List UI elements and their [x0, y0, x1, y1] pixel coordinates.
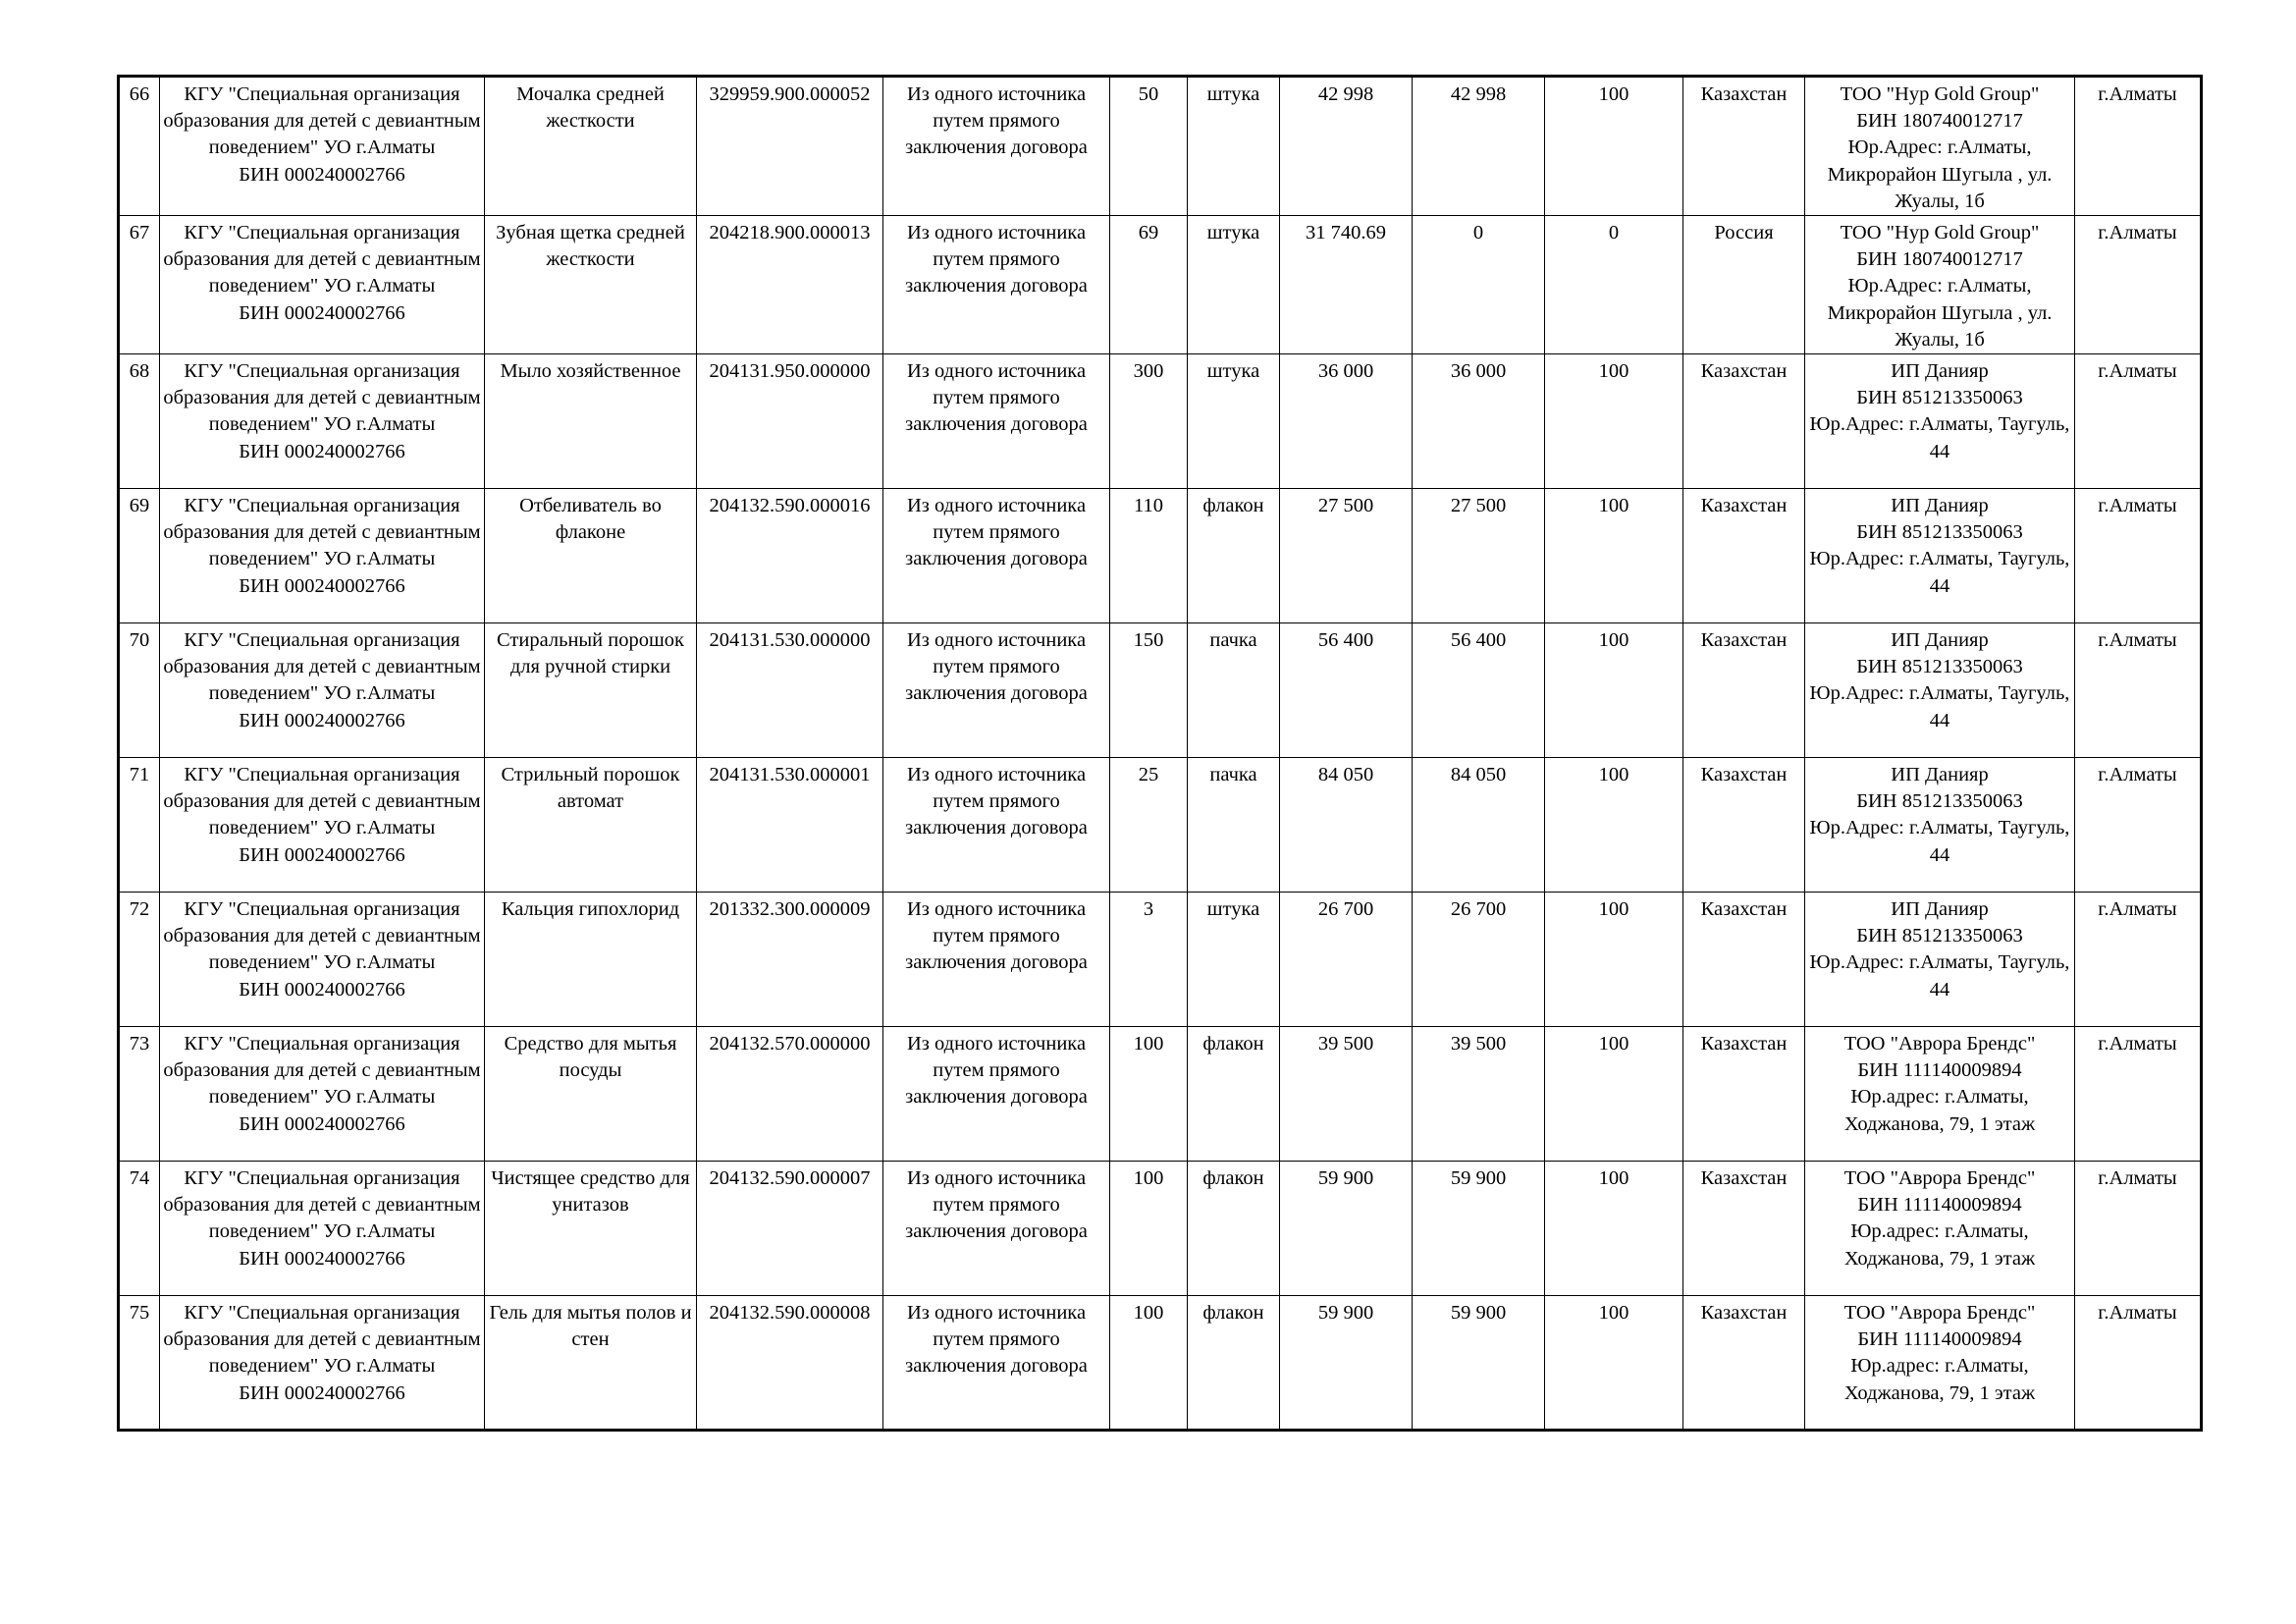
item-code-cell: 204131.530.000000 [697, 623, 883, 758]
table-body [119, 77, 2202, 1431]
row-number: 73 [119, 1027, 160, 1162]
table-row [119, 893, 2202, 1027]
customer-cell: КГУ "Специальная организация образования для детей с девиантным поведением" УО г.Алматы БИН 000240002766 [160, 216, 485, 354]
row-number: 75 [119, 1296, 160, 1431]
supplier-cell: ИП Данияр БИН 851213350063 Юр.Адрес: г.Алматы, Таугуль, 44 [1805, 489, 2075, 623]
unit-cell: штука [1188, 216, 1280, 354]
unit-cell: флакон [1188, 489, 1280, 623]
quantity-cell: 69 [1110, 216, 1188, 354]
item-code-cell: 204132.590.000008 [697, 1296, 883, 1431]
unit-cell: пачка [1188, 758, 1280, 893]
item-code-cell: 201332.300.000009 [697, 893, 883, 1027]
row-number: 71 [119, 758, 160, 893]
table-row [119, 1296, 2202, 1431]
customer-cell: КГУ "Специальная организация образования для детей с девиантным поведением" УО г.Алматы БИН 000240002766 [160, 1162, 485, 1296]
planned-amount-cell: 27 500 [1280, 489, 1413, 623]
delivery-place-cell: г.Алматы [2075, 758, 2202, 893]
delivery-place-cell: г.Алматы [2075, 1162, 2202, 1296]
quantity-cell: 100 [1110, 1162, 1188, 1296]
quantity-cell: 110 [1110, 489, 1188, 623]
table-row [119, 758, 2202, 893]
item-name-cell: Зубная щетка средней жесткости [485, 216, 697, 354]
item-name-cell: Мочалка средней жесткости [485, 77, 697, 216]
procurement-method-cell: Из одного источника путем прямого заключения договора [883, 354, 1110, 489]
unit-cell: штука [1188, 893, 1280, 1027]
quantity-cell: 25 [1110, 758, 1188, 893]
procurement-method-cell: Из одного источника путем прямого заключения договора [883, 1162, 1110, 1296]
quantity-cell: 300 [1110, 354, 1188, 489]
row-number: 66 [119, 77, 160, 216]
row-number: 72 [119, 893, 160, 1027]
supplier-cell: ТОО "Аврора Брендс" БИН 111140009894 Юр.адрес: г.Алматы, Ходжанова, 79, 1 этаж [1805, 1162, 2075, 1296]
country-cell: Казахстан [1683, 77, 1805, 216]
item-code-cell: 204131.530.000001 [697, 758, 883, 893]
customer-cell: КГУ "Специальная организация образования для детей с девиантным поведением" УО г.Алматы БИН 000240002766 [160, 489, 485, 623]
table-row [119, 623, 2202, 758]
local-content-cell: 100 [1545, 77, 1683, 216]
delivery-place-cell: г.Алматы [2075, 77, 2202, 216]
quantity-cell: 100 [1110, 1027, 1188, 1162]
contract-amount-cell: 56 400 [1413, 623, 1545, 758]
delivery-place-cell: г.Алматы [2075, 489, 2202, 623]
unit-cell: флакон [1188, 1162, 1280, 1296]
item-code-cell: 204131.950.000000 [697, 354, 883, 489]
contract-amount-cell: 27 500 [1413, 489, 1545, 623]
delivery-place-cell: г.Алматы [2075, 354, 2202, 489]
local-content-cell: 100 [1545, 354, 1683, 489]
supplier-cell: ИП Данияр БИН 851213350063 Юр.Адрес: г.Алматы, Таугуль, 44 [1805, 893, 2075, 1027]
table-row [119, 216, 2202, 354]
unit-cell: флакон [1188, 1027, 1280, 1162]
quantity-cell: 150 [1110, 623, 1188, 758]
local-content-cell: 100 [1545, 1162, 1683, 1296]
country-cell: Казахстан [1683, 1162, 1805, 1296]
contract-amount-cell: 39 500 [1413, 1027, 1545, 1162]
contract-amount-cell: 26 700 [1413, 893, 1545, 1027]
contract-amount-cell: 36 000 [1413, 354, 1545, 489]
delivery-place-cell: г.Алматы [2075, 216, 2202, 354]
procurement-method-cell: Из одного источника путем прямого заключения договора [883, 216, 1110, 354]
supplier-cell: ТОО "Нур Gold Group" БИН 180740012717 Юр.Адрес: г.Алматы, Микрорайон Шугыла , ул. Жуалы, 1б [1805, 216, 2075, 354]
customer-cell: КГУ "Специальная организация образования для детей с девиантным поведением" УО г.Алматы БИН 000240002766 [160, 354, 485, 489]
supplier-cell: ТОО "Нур Gold Group" БИН 180740012717 Юр.Адрес: г.Алматы, Микрорайон Шугыла , ул. Жуалы, 1б [1805, 77, 2075, 216]
row-number: 68 [119, 354, 160, 489]
supplier-cell: ИП Данияр БИН 851213350063 Юр.Адрес: г.Алматы, Таугуль, 44 [1805, 354, 2075, 489]
row-number: 70 [119, 623, 160, 758]
unit-cell: штука [1188, 77, 1280, 216]
unit-cell: флакон [1188, 1296, 1280, 1431]
supplier-cell: ТОО "Аврора Брендс" БИН 111140009894 Юр.адрес: г.Алматы, Ходжанова, 79, 1 этаж [1805, 1027, 2075, 1162]
country-cell: Россия [1683, 216, 1805, 354]
contract-amount-cell: 42 998 [1413, 77, 1545, 216]
customer-cell: КГУ "Специальная организация образования для детей с девиантным поведением" УО г.Алматы БИН 000240002766 [160, 1296, 485, 1431]
item-code-cell: 329959.900.000052 [697, 77, 883, 216]
quantity-cell: 100 [1110, 1296, 1188, 1431]
item-code-cell: 204132.590.000007 [697, 1162, 883, 1296]
contract-amount-cell: 0 [1413, 216, 1545, 354]
procurement-method-cell: Из одного источника путем прямого заключения договора [883, 1027, 1110, 1162]
country-cell: Казахстан [1683, 758, 1805, 893]
row-number: 67 [119, 216, 160, 354]
item-code-cell: 204132.570.000000 [697, 1027, 883, 1162]
country-cell: Казахстан [1683, 623, 1805, 758]
item-name-cell: Отбеливатель во флаконе [485, 489, 697, 623]
customer-cell: КГУ "Специальная организация образования для детей с девиантным поведением" УО г.Алматы БИН 000240002766 [160, 758, 485, 893]
procurement-method-cell: Из одного источника путем прямого заключения договора [883, 489, 1110, 623]
procurement-table [117, 75, 2203, 1432]
table-row [119, 77, 2202, 216]
procurement-method-cell: Из одного источника путем прямого заключения договора [883, 758, 1110, 893]
contract-amount-cell: 84 050 [1413, 758, 1545, 893]
planned-amount-cell: 39 500 [1280, 1027, 1413, 1162]
local-content-cell: 100 [1545, 623, 1683, 758]
planned-amount-cell: 36 000 [1280, 354, 1413, 489]
delivery-place-cell: г.Алматы [2075, 1296, 2202, 1431]
planned-amount-cell: 59 900 [1280, 1162, 1413, 1296]
country-cell: Казахстан [1683, 354, 1805, 489]
table-row [119, 489, 2202, 623]
item-code-cell: 204218.900.000013 [697, 216, 883, 354]
item-name-cell: Мыло хозяйственное [485, 354, 697, 489]
item-name-cell: Стрильный порошок автомат [485, 758, 697, 893]
table-row [119, 1162, 2202, 1296]
planned-amount-cell: 59 900 [1280, 1296, 1413, 1431]
country-cell: Казахстан [1683, 893, 1805, 1027]
local-content-cell: 100 [1545, 758, 1683, 893]
item-code-cell: 204132.590.000016 [697, 489, 883, 623]
country-cell: Казахстан [1683, 1296, 1805, 1431]
delivery-place-cell: г.Алматы [2075, 623, 2202, 758]
local-content-cell: 100 [1545, 893, 1683, 1027]
contract-amount-cell: 59 900 [1413, 1162, 1545, 1296]
row-number: 69 [119, 489, 160, 623]
planned-amount-cell: 31 740.69 [1280, 216, 1413, 354]
customer-cell: КГУ "Специальная организация образования для детей с девиантным поведением" УО г.Алматы БИН 000240002766 [160, 77, 485, 216]
procurement-method-cell: Из одного источника путем прямого заключения договора [883, 77, 1110, 216]
item-name-cell: Стиральный порошок для ручной стирки [485, 623, 697, 758]
supplier-cell: ТОО "Аврора Брендс" БИН 111140009894 Юр.адрес: г.Алматы, Ходжанова, 79, 1 этаж [1805, 1296, 2075, 1431]
quantity-cell: 3 [1110, 893, 1188, 1027]
country-cell: Казахстан [1683, 489, 1805, 623]
item-name-cell: Гель для мытья полов и стен [485, 1296, 697, 1431]
contract-amount-cell: 59 900 [1413, 1296, 1545, 1431]
item-name-cell: Кальция гипохлорид [485, 893, 697, 1027]
table-row [119, 354, 2202, 489]
planned-amount-cell: 42 998 [1280, 77, 1413, 216]
customer-cell: КГУ "Специальная организация образования для детей с девиантным поведением" УО г.Алматы БИН 000240002766 [160, 893, 485, 1027]
local-content-cell: 100 [1545, 1296, 1683, 1431]
local-content-cell: 100 [1545, 1027, 1683, 1162]
item-name-cell: Чистящее средство для унитазов [485, 1162, 697, 1296]
customer-cell: КГУ "Специальная организация образования для детей с девиантным поведением" УО г.Алматы БИН 000240002766 [160, 1027, 485, 1162]
quantity-cell: 50 [1110, 77, 1188, 216]
item-name-cell: Средство для мытья посуды [485, 1027, 697, 1162]
table-row [119, 1027, 2202, 1162]
delivery-place-cell: г.Алматы [2075, 893, 2202, 1027]
procurement-method-cell: Из одного источника путем прямого заключения договора [883, 893, 1110, 1027]
unit-cell: пачка [1188, 623, 1280, 758]
customer-cell: КГУ "Специальная организация образования для детей с девиантным поведением" УО г.Алматы БИН 000240002766 [160, 623, 485, 758]
country-cell: Казахстан [1683, 1027, 1805, 1162]
procurement-method-cell: Из одного источника путем прямого заключения договора [883, 1296, 1110, 1431]
local-content-cell: 100 [1545, 489, 1683, 623]
delivery-place-cell: г.Алматы [2075, 1027, 2202, 1162]
planned-amount-cell: 56 400 [1280, 623, 1413, 758]
unit-cell: штука [1188, 354, 1280, 489]
supplier-cell: ИП Данияр БИН 851213350063 Юр.Адрес: г.Алматы, Таугуль, 44 [1805, 758, 2075, 893]
planned-amount-cell: 26 700 [1280, 893, 1413, 1027]
planned-amount-cell: 84 050 [1280, 758, 1413, 893]
local-content-cell: 0 [1545, 216, 1683, 354]
supplier-cell: ИП Данияр БИН 851213350063 Юр.Адрес: г.Алматы, Таугуль, 44 [1805, 623, 2075, 758]
row-number: 74 [119, 1162, 160, 1296]
procurement-method-cell: Из одного источника путем прямого заключения договора [883, 623, 1110, 758]
